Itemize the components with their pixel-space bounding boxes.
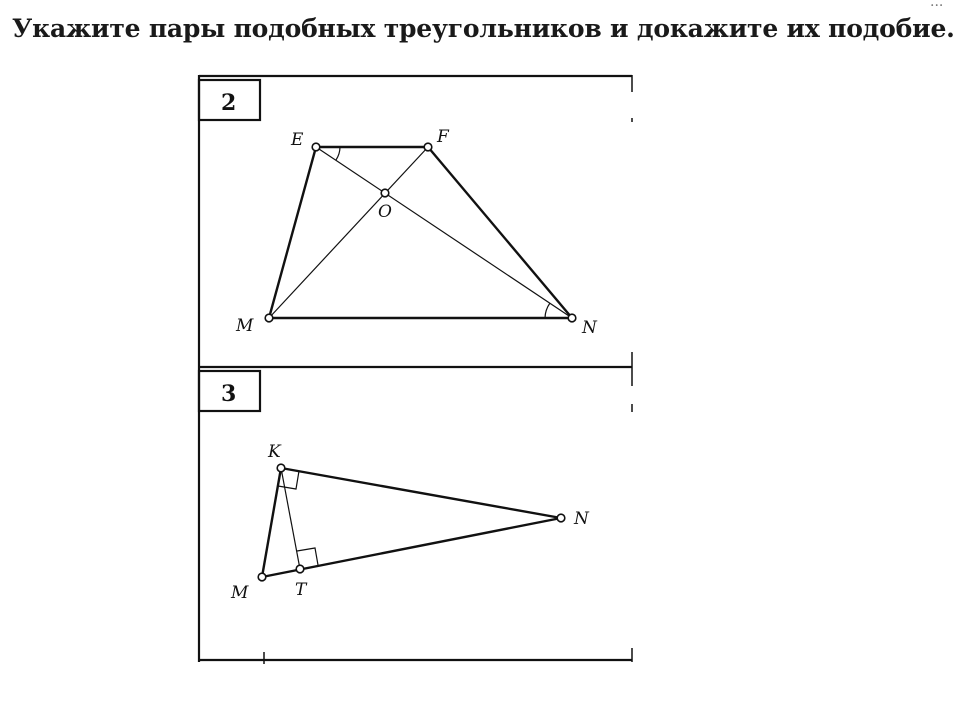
segment-KM <box>262 468 281 577</box>
figure-right-triangle <box>258 464 565 581</box>
point-T <box>296 565 304 573</box>
label-M: M <box>236 316 254 336</box>
point-M <box>265 314 273 322</box>
label-O: O <box>378 202 392 222</box>
corner-mark: ... <box>930 0 944 10</box>
label-K: K <box>268 442 281 462</box>
point-O <box>381 189 389 197</box>
label-M: M <box>231 583 249 603</box>
angle-arc-E <box>336 147 340 160</box>
label-N: N <box>574 509 589 529</box>
figure-trapezoid <box>265 143 576 322</box>
diagonal-EN <box>316 147 572 318</box>
point-N <box>568 314 576 322</box>
label-T: T <box>295 580 307 600</box>
label-F: F <box>437 127 449 147</box>
point-E <box>312 143 320 151</box>
segment-KN <box>281 468 561 518</box>
point-M <box>258 573 266 581</box>
label-E: E <box>291 130 304 150</box>
problem-3-number: 3 <box>221 381 237 407</box>
label-N: N <box>582 318 597 338</box>
segment-MN <box>262 518 561 577</box>
task-title: Укажите пары подобных треугольников и докажите их подобие. <box>12 14 955 43</box>
angle-arc-N <box>545 303 550 318</box>
right-angle-mark-T <box>297 548 318 565</box>
point-N <box>557 514 565 522</box>
problem-2-number: 2 <box>221 90 237 116</box>
point-K <box>277 464 285 472</box>
point-F <box>424 143 432 151</box>
segment-FN <box>428 147 572 318</box>
